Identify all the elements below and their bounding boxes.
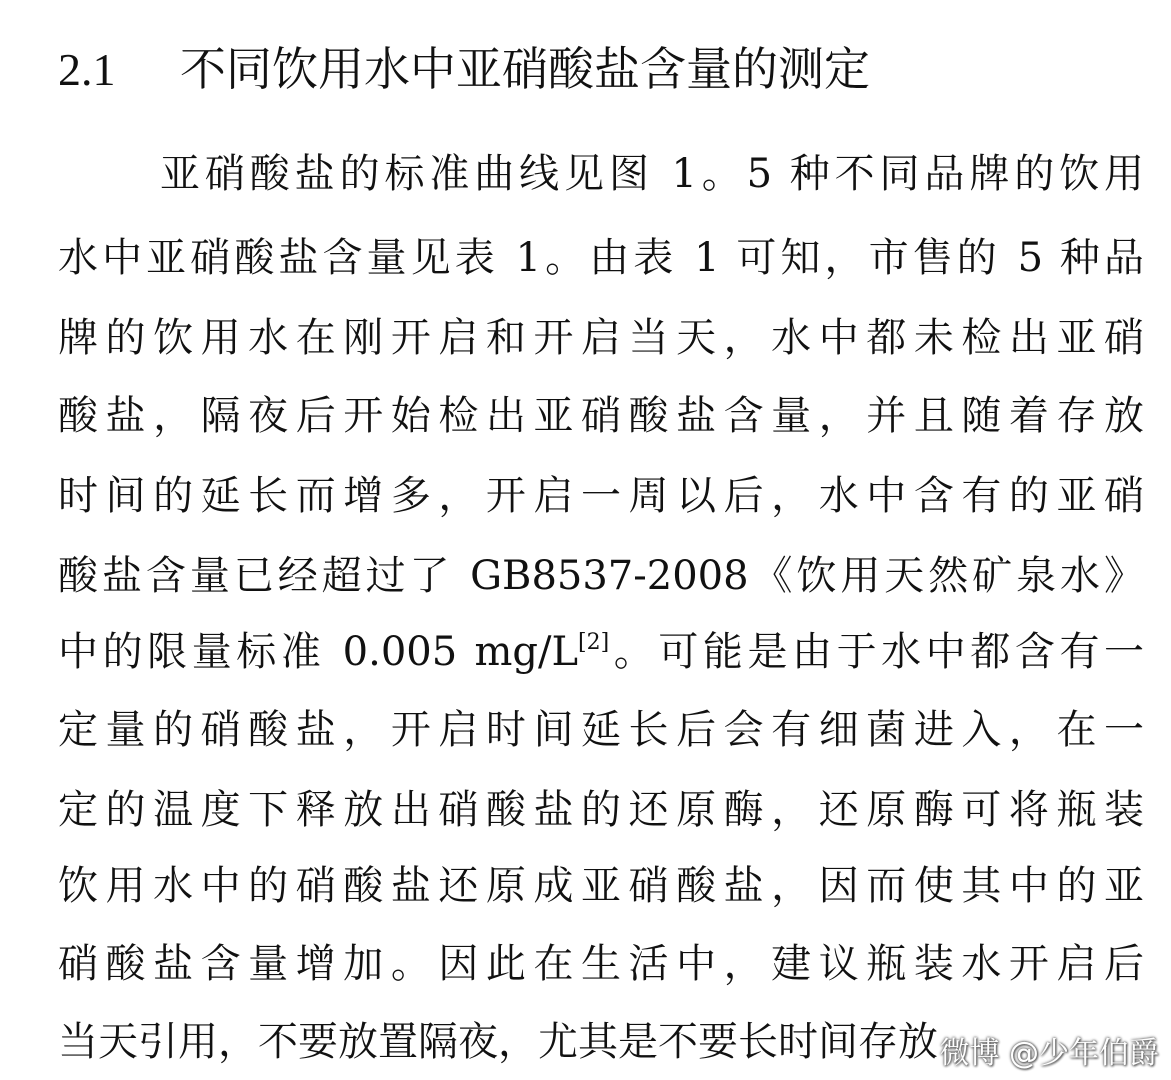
paragraph-line-11: 硝酸盐含量增加。因此在生活中，建议瓶装水开启后 xyxy=(58,941,1144,987)
citation-ref: [2] xyxy=(578,630,610,655)
paragraph-line-1: 亚硝酸盐的标准曲线见图 1。5 种不同品牌的饮用 xyxy=(160,151,1144,197)
paragraph-line-5: 时间的延长而增多，开启一周以后，水中含有的亚硝 xyxy=(58,473,1144,519)
paragraph-line-12: 当天引用，不要放置隔夜，尤其是不要长时间存放 xyxy=(58,1019,938,1065)
section-heading xyxy=(58,34,870,104)
paragraph-line-3: 牌的饮用水在刚开启和开启当天，水中都未检出亚硝 xyxy=(58,315,1144,361)
paragraph-line-7-tail: 。可能是由于水中都含有一 xyxy=(609,629,1144,675)
paragraph-line-6: 酸盐含量已经超过了 GB8537-2008《饮用天然矿泉水》 xyxy=(58,553,1144,599)
paragraph-line-4: 酸盐，隔夜后开始检出亚硝酸盐含量，并且随着存放 xyxy=(58,393,1144,439)
paragraph-line-7-text: 中的限量标准 0.005 mg/L xyxy=(58,629,579,675)
section-title: 不同饮用水中亚硝酸盐含量的测定 xyxy=(180,42,870,96)
paragraph-line-7 xyxy=(58,622,1144,682)
paragraph-line-8: 定量的硝酸盐，开启时间延长后会有细菌进入，在一 xyxy=(58,707,1144,753)
paragraph-line-9: 定的温度下释放出硝酸盐的还原酶，还原酶可将瓶装 xyxy=(58,787,1144,833)
watermark-text: 微博 @少年伯爵 xyxy=(939,1036,1159,1071)
paragraph-line-10: 饮用水中的硝酸盐还原成亚硝酸盐，因而使其中的亚 xyxy=(58,863,1144,909)
paragraph-line-2: 水中亚硝酸盐含量见表 1。由表 1 可知，市售的 5 种品 xyxy=(58,235,1144,281)
section-number: 2.1 xyxy=(58,44,116,95)
